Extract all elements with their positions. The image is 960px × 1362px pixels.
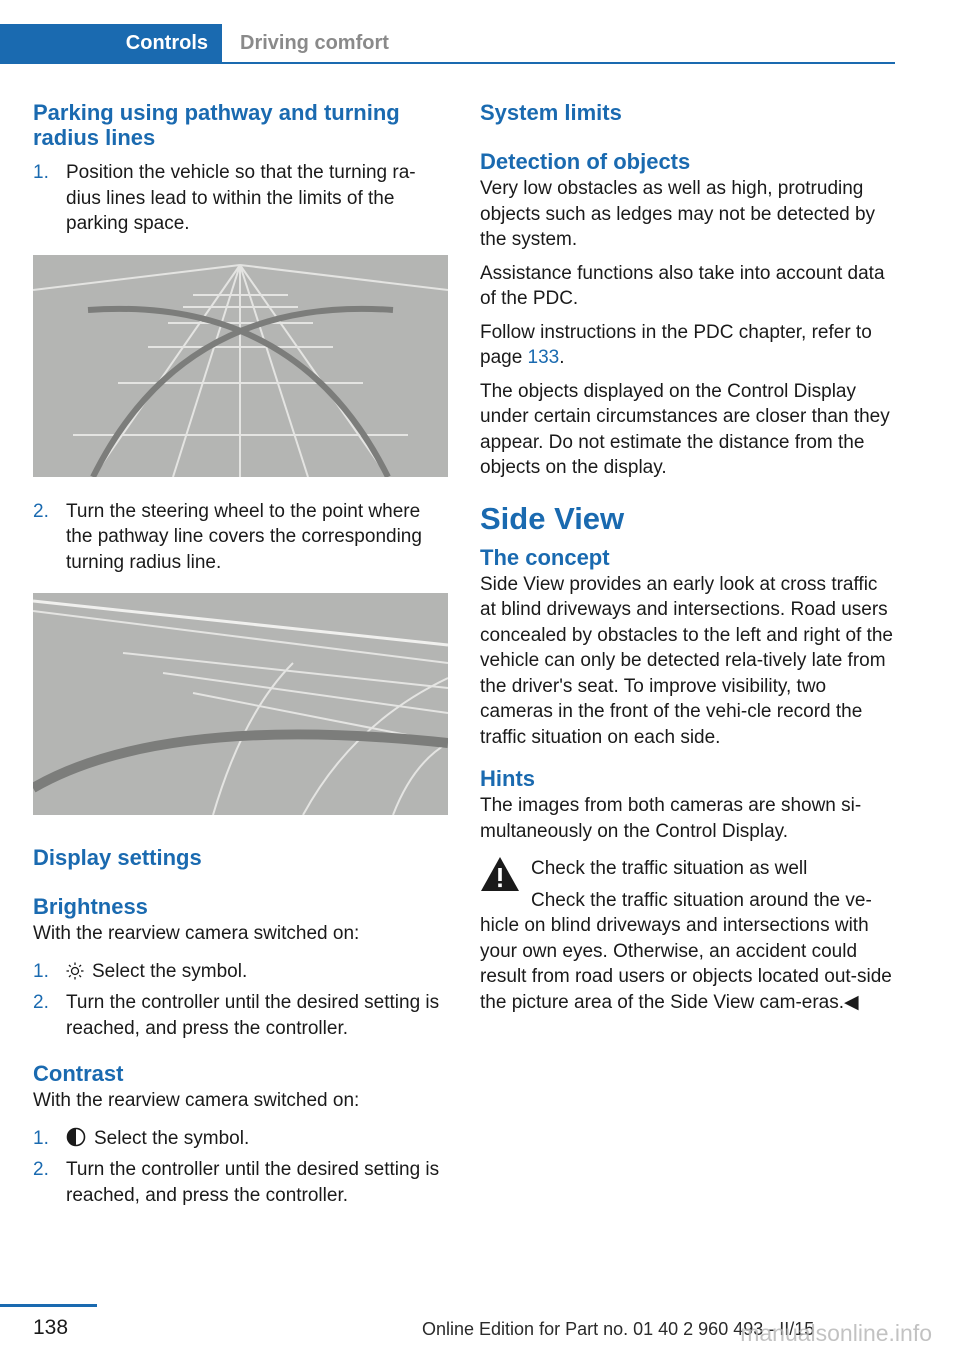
contrast-heading: Contrast	[33, 1061, 124, 1086]
step-number: 2.	[33, 992, 49, 1013]
watermark: manualsonline.info	[740, 1320, 932, 1346]
detection-paragraph: The objects displayed on the Control Display under certain circumstances are closer than they appear. Do not estimate the distance from the objects on the display.	[480, 380, 890, 478]
brightness-icon	[66, 962, 84, 980]
detection-paragraph: Very low obstacles as well as high, protruding objects such as ledges may not be detected by the system.	[480, 178, 876, 250]
step-number: 2.	[33, 500, 49, 522]
turning-radius-image	[33, 255, 448, 477]
step-number: 2.	[33, 1159, 49, 1180]
tab-controls[interactable]: Controls	[0, 24, 222, 62]
detection-heading: Detection of objects	[480, 149, 691, 174]
pathway-line-image	[33, 593, 448, 815]
step-text: Turn the controller until the desired setting is reached, and press the controller.	[66, 1159, 440, 1206]
step-number: 1.	[33, 1127, 49, 1149]
concept-paragraph: Side View provides an early look at cross traffic at blind driveways and intersections. Road users concealed by obstacles to the left and right of the vehicle can only be detected rela‐tively late from the driver's seat. To improve visibility, two cameras in the front of the vehi‐cle record the traffic situation on each side.	[480, 573, 893, 748]
brightness-heading: Brightness	[33, 894, 148, 919]
step-text: Turn the controller until the desired setting is reached, and press the controller.	[66, 992, 440, 1039]
hints-paragraph: The images from both cameras are shown si‐multaneously on the Control Display.	[480, 795, 862, 842]
edition-note: Online Edition for Part no. 01 40 2 960 493 - II/15	[422, 1319, 815, 1339]
page-link[interactable]: 133	[527, 347, 560, 368]
detection-paragraph: Follow instructions in the PDC chapter, refer to page 133.	[480, 321, 872, 368]
parking-heading: Parking using pathway and turning radius lines	[33, 100, 400, 150]
detection-paragraph: Assistance functions also take into account data of the PDC.	[480, 262, 885, 309]
concept-heading: The concept	[480, 544, 610, 570]
brightness-intro: With the rearview camera switched on:	[33, 923, 360, 944]
list-item	[33, 160, 448, 237]
left-column	[33, 100, 448, 1214]
list-item	[33, 499, 448, 576]
system-limits-heading: System limits	[480, 100, 622, 125]
list-item	[33, 1126, 448, 1152]
right-column	[480, 100, 898, 1015]
step-text: Select the symbol.	[92, 960, 248, 982]
step-text: Select the symbol.	[94, 1127, 250, 1149]
step-text: Position the vehicle so that the turning ra‐dius lines lead to within the limits of the parking space.	[66, 162, 416, 234]
list-item	[33, 1157, 448, 1208]
step-text: Turn the steering wheel to the point where the pathway line covers the corresponding turning radius line.	[66, 500, 422, 573]
step-number: 1.	[33, 162, 49, 183]
contrast-intro: With the rearview camera switched on:	[33, 1090, 360, 1111]
warning-text: Check the traffic situation around the ve‐hicle on blind driveways and intersections with your own eyes. Otherwise, an accident could result from road users or objects located out‐side the picture area of the Side View cam‐eras.◀	[480, 889, 892, 1013]
tab-driving-comfort[interactable]: Driving comfort	[240, 31, 389, 54]
display-settings-heading: Display settings	[33, 845, 202, 870]
step-number: 1.	[33, 960, 49, 982]
side-view-heading: Side View	[480, 500, 625, 536]
page-number: 138	[33, 1316, 69, 1339]
list-item	[33, 990, 448, 1041]
warning-icon	[480, 856, 520, 892]
hints-heading: Hints	[480, 766, 535, 791]
warning-box	[480, 852, 898, 1015]
footer-rule	[0, 1304, 97, 1307]
contrast-icon	[66, 1127, 86, 1147]
warning-title: Check the traffic situation as well	[531, 858, 808, 879]
list-item	[33, 959, 448, 985]
